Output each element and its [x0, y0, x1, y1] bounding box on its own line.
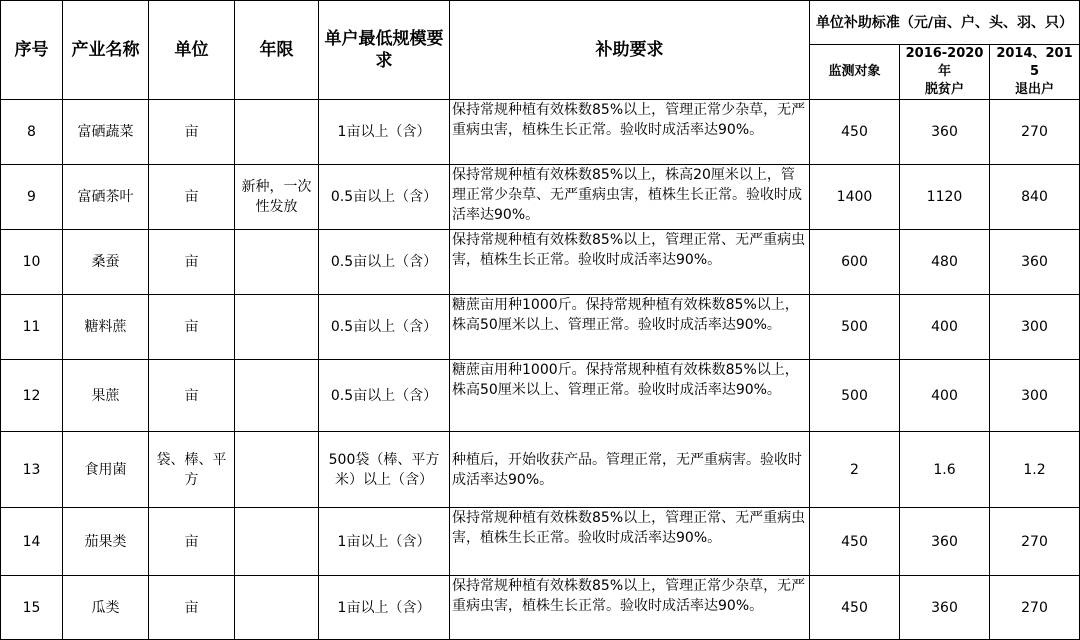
cell-requirement: 糖蔗亩用种1000斤。保持常规种植有效株数85%以上，株高50厘米以上、管理正常。验收时成活率达90%。	[450, 360, 810, 432]
cell-term	[235, 432, 319, 508]
table-row	[1, 432, 1080, 508]
cell-unit: 亩	[149, 100, 235, 165]
cell-min-scale: 1亩以上（含）	[319, 100, 450, 165]
cell-industry: 糖料蔗	[63, 295, 149, 360]
cell-seq: 11	[1, 295, 63, 360]
cell-requirement: 糖蔗亩用种1000斤。保持常规种植有效株数85%以上，株高50厘米以上、管理正常。验收时成活率达90%。	[450, 295, 810, 360]
cell-term	[235, 100, 319, 165]
cell-monitored: 450	[810, 576, 900, 640]
cell-monitored: 2	[810, 432, 900, 508]
cell-term	[235, 508, 319, 576]
cell-exit: 840	[990, 165, 1080, 230]
cell-unit: 亩	[149, 576, 235, 640]
table-row	[1, 295, 1080, 360]
cell-requirement: 种植后，开始收获产品。管理正常，无严重病害。验收时成活率达90%。	[450, 432, 810, 508]
cell-industry: 富硒茶叶	[63, 165, 149, 230]
cell-unit: 袋、棒、平方	[149, 432, 235, 508]
header-monitored: 监测对象	[810, 45, 900, 100]
cell-exit: 300	[990, 360, 1080, 432]
cell-exit: 270	[990, 576, 1080, 640]
header-exit-line1: 2014、2015	[996, 46, 1073, 79]
cell-seq: 10	[1, 230, 63, 295]
cell-requirement: 保持常规种植有效株数85%以上，管理正常、无严重病虫害，植株生长正常。验收时成活率达90%。	[450, 230, 810, 295]
header-seq: 序号	[1, 1, 63, 100]
table-row	[1, 100, 1080, 165]
cell-poverty-exit: 360	[900, 576, 990, 640]
header-unit: 单位	[149, 1, 235, 100]
cell-monitored: 450	[810, 508, 900, 576]
header-poverty-exit	[900, 45, 990, 100]
cell-unit: 亩	[149, 508, 235, 576]
header-exit	[990, 45, 1080, 100]
cell-exit: 1.2	[990, 432, 1080, 508]
cell-monitored: 600	[810, 230, 900, 295]
cell-requirement: 保持常规种植有效株数85%以上，管理正常少杂草，无严重病虫害，植株生长正常。验收时成活率达90%。	[450, 100, 810, 165]
cell-poverty-exit: 480	[900, 230, 990, 295]
header-standard-group: 单位补助标准（元/亩、户、头、羽、只）	[810, 1, 1080, 45]
cell-industry: 食用菌	[63, 432, 149, 508]
cell-unit: 亩	[149, 295, 235, 360]
cell-min-scale: 0.5亩以上（含）	[319, 165, 450, 230]
cell-min-scale: 500袋（棒、平方米）以上（含）	[319, 432, 450, 508]
cell-unit: 亩	[149, 165, 235, 230]
cell-unit: 亩	[149, 360, 235, 432]
cell-seq: 8	[1, 100, 63, 165]
cell-monitored: 1400	[810, 165, 900, 230]
header-exit-line2: 退出户	[1014, 82, 1054, 97]
cell-requirement: 保持常规种植有效株数85%以上，管理正常少杂草，无严重病虫害，植株生长正常。验收时成活率达90%。	[450, 576, 810, 640]
header-requirement: 补助要求	[450, 1, 810, 100]
table-row	[1, 230, 1080, 295]
header-poverty-exit-line2: 脱贫户	[924, 82, 964, 97]
cell-poverty-exit: 360	[900, 508, 990, 576]
cell-monitored: 500	[810, 295, 900, 360]
cell-term	[235, 360, 319, 432]
cell-requirement: 保持常规种植有效株数85%以上，管理正常、无严重病虫害，植株生长正常。验收时成活率达90%。	[450, 508, 810, 576]
cell-poverty-exit: 1.6	[900, 432, 990, 508]
header-poverty-exit-line1: 2016-2020年	[905, 46, 984, 79]
cell-seq: 12	[1, 360, 63, 432]
cell-seq: 15	[1, 576, 63, 640]
cell-industry: 茄果类	[63, 508, 149, 576]
cell-min-scale: 0.5亩以上（含）	[319, 295, 450, 360]
cell-exit: 300	[990, 295, 1080, 360]
cell-industry: 富硒蔬菜	[63, 100, 149, 165]
cell-exit: 360	[990, 230, 1080, 295]
cell-poverty-exit: 400	[900, 295, 990, 360]
cell-seq: 9	[1, 165, 63, 230]
cell-seq: 13	[1, 432, 63, 508]
cell-seq: 14	[1, 508, 63, 576]
header-term: 年限	[235, 1, 319, 100]
table-row	[1, 165, 1080, 230]
cell-poverty-exit: 400	[900, 360, 990, 432]
header-min-scale: 单户最低规模要求	[319, 1, 450, 100]
cell-exit: 270	[990, 508, 1080, 576]
cell-min-scale: 1亩以上（含）	[319, 576, 450, 640]
cell-exit: 270	[990, 100, 1080, 165]
cell-poverty-exit: 1120	[900, 165, 990, 230]
header-industry: 产业名称	[63, 1, 149, 100]
cell-term: 新种，一次性发放	[235, 165, 319, 230]
cell-term	[235, 295, 319, 360]
cell-min-scale: 1亩以上（含）	[319, 508, 450, 576]
cell-requirement: 保持常规种植有效株数85%以上，株高20厘米以上，管理正常少杂草、无严重病虫害，植株生长正常。验收时成活率达90%。	[450, 165, 810, 230]
cell-min-scale: 0.5亩以上（含）	[319, 230, 450, 295]
table-row	[1, 508, 1080, 576]
cell-min-scale: 0.5亩以上（含）	[319, 360, 450, 432]
cell-poverty-exit: 360	[900, 100, 990, 165]
table-row	[1, 360, 1080, 432]
cell-industry: 果蔗	[63, 360, 149, 432]
cell-term	[235, 230, 319, 295]
cell-industry: 桑蚕	[63, 230, 149, 295]
cell-monitored: 450	[810, 100, 900, 165]
cell-monitored: 500	[810, 360, 900, 432]
cell-unit: 亩	[149, 230, 235, 295]
cell-industry: 瓜类	[63, 576, 149, 640]
